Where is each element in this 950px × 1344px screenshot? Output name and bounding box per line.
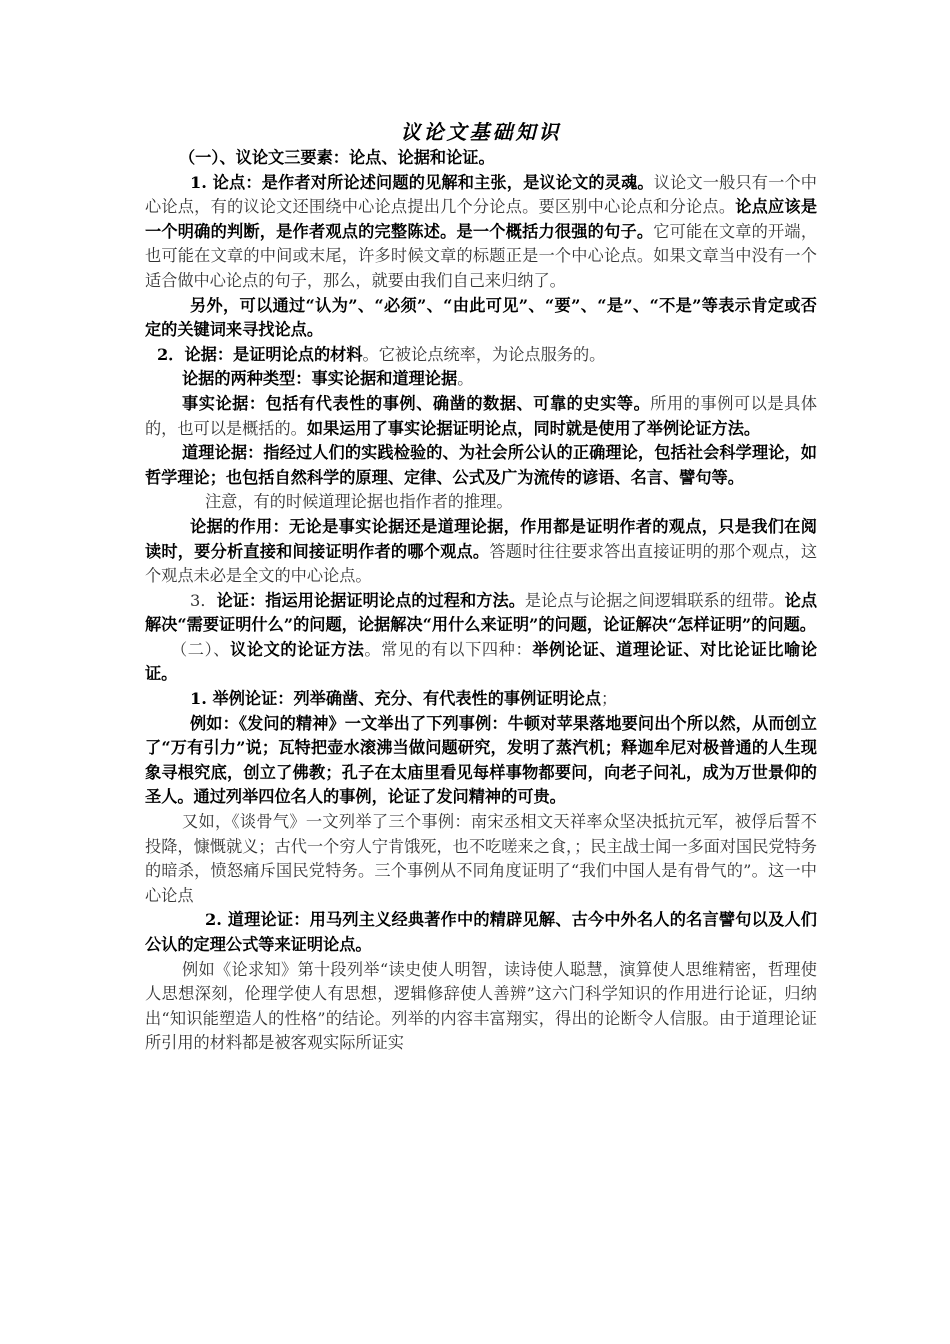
section-heading-1: （一）、议论文三要素：论点、论据和论证。 [179, 148, 495, 167]
paragraph-note: 注意，有的时候道理论据也指作者的推理。 [205, 492, 513, 512]
paragraph-fact-evidence: 事实论据：包括有代表性的事例、确凿的数据、可靠的史实等。所用的事例可以是具体的，也可以是概括的。如果运用了事实论据证明论点，同时就是使用了举例论证方法。 [145, 393, 818, 438]
paragraph-example-3: 例如《论求知》第十段列举“读史使人明智，读诗使人聪慧，演算使人思维精密，哲理使人思想深刻，伦理学使人有思想，逻辑修辞使人善辨”这六门科学知识的作用进行论证，归纳出“知识能塑造人的性格”的结论。列举的内容丰富翔实，得出的论断令人信服。由于道理论证所引用的材料都是被客观实际所证实 [145, 959, 817, 1053]
paragraph-reason-evidence: 道理论据：指经过人们的实践检验的、为社会所公认的正确理论，包括社会科学理论，如哲学理论；也包括自然科学的原理、定律、公式及广为流传的谚语、名言、譬句等。 [145, 443, 817, 487]
paragraph-evidence-types: 论据的两种类型：事实论据和道理论据。 [182, 369, 474, 389]
paragraph-thesis: 1. 论点：是作者对所论述问题的见解和主张，是议论文的灵魂。议论文一般只有一个中心论点，有的议论文还围绕中心论点提出几个分论点。要区别中心论点和分论点。论点应该是一个明确的判断，是作者观点的完整陈述。是一个概括力很强的句子。它可能在文章的开端，也可能在文章的中间或末尾，许多时候文章的标题正是一个中心论点。如果文章当中没有一个适合做中心论点的句子，那么，就要由我们自己来归纳了。 [145, 172, 818, 290]
paragraph-evidence-role: 论据的作用：无论是事实论据还是道理论据，作用都是证明作者的观点，只是我们在阅读时，要分析直接和间接证明作者的哪个观点。答题时往往要求答出直接证明的那个观点，这个观点未必是全文的中心论点。 [145, 516, 818, 586]
paragraph-keywords: 另外，可以通过“认为”、“必须”、“由此可见”、“要”、“是”、“不是”等表示肯定或否定的关键词来寻找论点。 [145, 295, 817, 340]
paragraph-evidence: 2．论据：是证明论点的材料。它被论点统率，为论点服务的。 [157, 344, 606, 364]
section-heading-2: （二）、议论文的论证方法。常见的有以下四种：举例论证、道理论证、对比论证比喻论证。 [145, 639, 818, 684]
paragraph-argumentation: 3．论证：指运用论据证明论点的过程和方法。是论点与论据之间逻辑联系的纽带。论点解决“需要证明什么”的问题，论据解决“用什么来证明”的问题，论证解决“怎样证明”的问题。 [145, 590, 818, 635]
paragraph-reason-method: 2. 道理论证：用马列主义经典著作中的精辟见解、古今中外名人的名言譬句以及人们公认的定理公式等来证明论点。 [145, 910, 817, 954]
document-title: 议论文基础知识 [400, 120, 562, 144]
paragraph-example-2: 又如，《谈骨气》一文列举了三个事例：南宋丞相文天祥率众坚决抵抗元军，被俘后誓不投降，慷慨就义；古代一个穷人宁肯饿死，也不吃嗟来之食，；民主战士闻一多面对国民党特务的暗杀，愤怒痛斥国民党特务。三个事例从不同角度证明了“我们中国人是有骨气的”。这一中心论点 [145, 812, 817, 905]
paragraph-example-method: 1. 举例论证：列举确凿、充分、有代表性的事例证明论点； [190, 689, 618, 709]
paragraph-example-1: 例如：《发问的精神》一文举出了下列事例：牛顿对苹果落地要问出个所以然，从而创立了“万有引力”说；瓦特把壶水滚沸当做问题研究，发明了蒸汽机；释迦牟尼对极普通的人生现象寻根究底，创立了佛教；孔子在太庙里看见每样事物都要问，向老子问礼，成为万世景仰的圣人。通过列举四位名人的事例，论证了发问精神的可贵。 [145, 713, 817, 807]
document-body [145, 118, 817, 1056]
